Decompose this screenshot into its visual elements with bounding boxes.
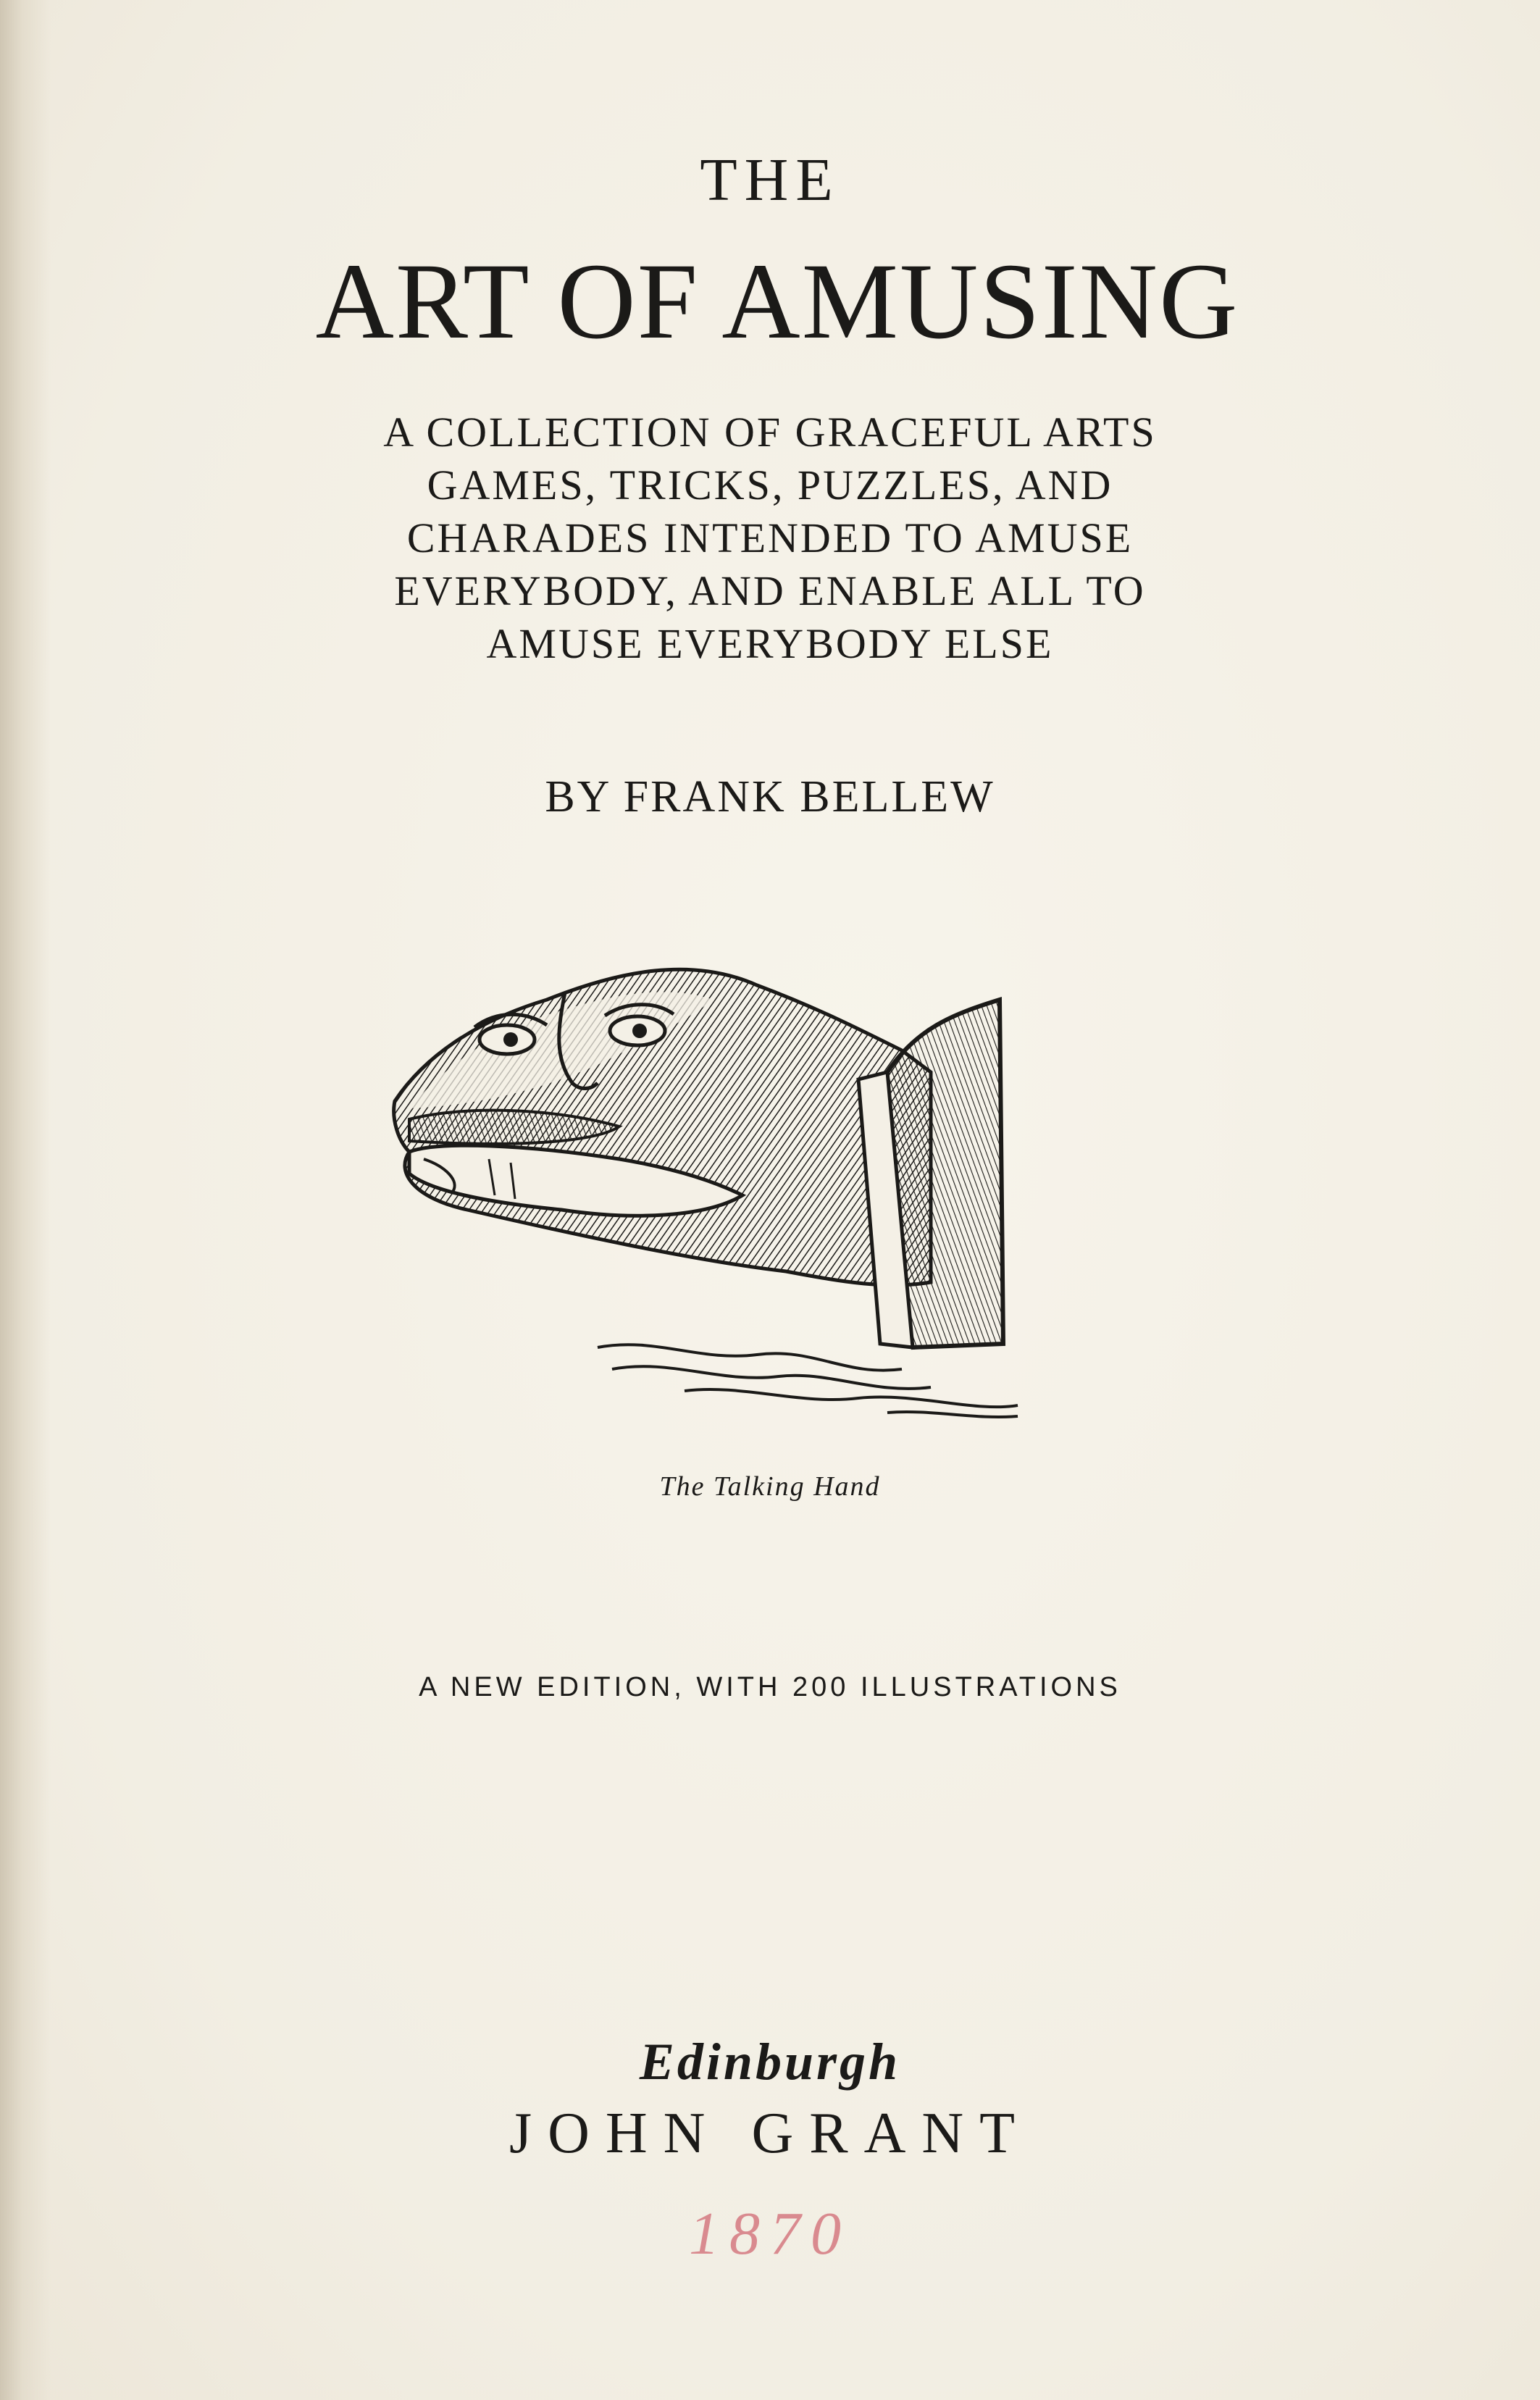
subtitle [0, 406, 1540, 670]
book-title: ART OF AMUSING [315, 241, 1239, 361]
subtitle-line: GAMES, TRICKS, PUZZLES, AND [427, 461, 1113, 509]
author-line: BY FRANK BELLEW [545, 772, 995, 821]
illustration-caption: The Talking Hand [659, 1471, 881, 1502]
title-article: THE [700, 146, 840, 214]
pencil-date-annotation: 1870 [689, 2200, 851, 2267]
edition-note: A NEW EDITION, WITH 200 ILLUSTRATIONS [419, 1672, 1121, 1702]
subtitle-line: EVERYBODY, AND ENABLE ALL TO [394, 567, 1146, 614]
talking-hand-illustration [380, 942, 1105, 1449]
subtitle-line: AMUSE EVERYBODY ELSE [486, 620, 1054, 667]
subtitle-line: A COLLECTION OF GRACEFUL ARTS [383, 409, 1157, 456]
subtitle-line: CHARADES INTENDED TO AMUSE [406, 514, 1134, 561]
imprint-place: Edinburgh [639, 2033, 901, 2091]
publisher-name: JOHN GRANT [509, 2102, 1031, 2165]
